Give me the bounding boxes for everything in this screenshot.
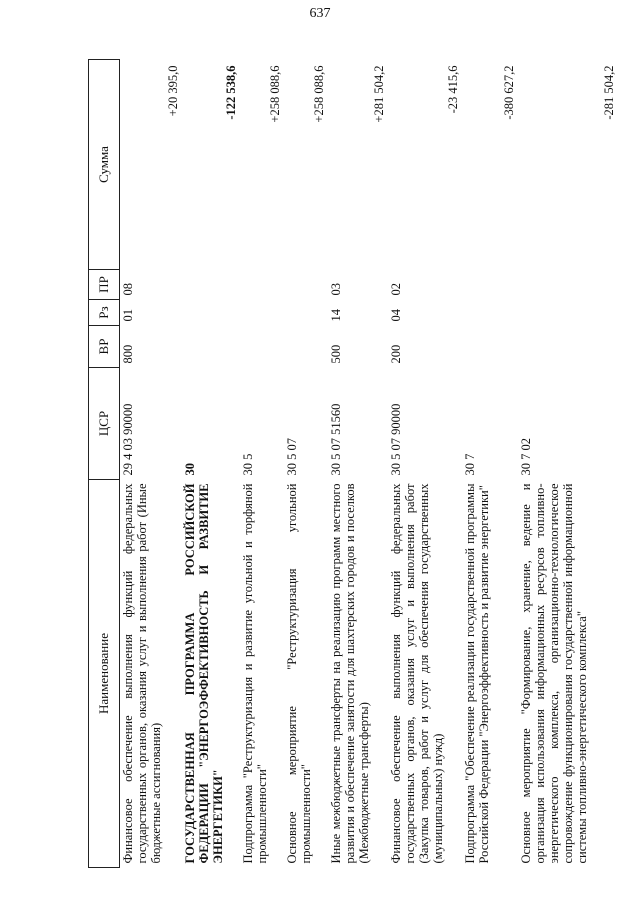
row-pr [240, 270, 284, 300]
row-csr: 30 5 07 90000 [388, 403, 403, 476]
table-row [240, 60, 284, 868]
row-sum: -281 504,2 [601, 65, 616, 120]
row-sum: -23 415,6 [445, 65, 460, 114]
table-row [120, 60, 182, 868]
row-vr [462, 326, 518, 368]
row-name: Подпрограмма "Реструктуризация и развитие угольной и торфяной промышленности" [240, 483, 269, 864]
row-pr: 08 [121, 283, 135, 296]
row-vr: 500 [328, 344, 343, 364]
table-row [284, 60, 328, 868]
row-csr: 30 [182, 463, 197, 476]
header-sum: Сумма [89, 60, 120, 270]
row-csr: 30 5 07 51560 [328, 403, 343, 476]
row-pr [462, 270, 518, 300]
row-rz [284, 300, 328, 326]
row-pr [182, 270, 240, 300]
table-row [388, 60, 462, 868]
row-sum: -380 627,2 [501, 65, 516, 120]
table-row [518, 60, 618, 868]
row-rz: 04 [388, 309, 403, 322]
row-rz: 14 [328, 309, 343, 322]
header-pr: ПР [89, 270, 120, 300]
row-vr [240, 326, 284, 368]
row-rz [240, 300, 284, 326]
row-name: Финансовое обеспечение выполнения функций федеральных государственных органов, оказания услуг и выполнения работ (Иные бюджетные ассигнования) [121, 483, 163, 864]
row-sum: +20 395,0 [165, 65, 180, 117]
page-number: 637 [309, 6, 331, 21]
row-sum: -122 538,6 [223, 65, 238, 120]
row-name: Подпрограмма "Обеспечение реализации государственной программы Российской Федерации "Энергоэффективность и развитие энергетики" [462, 483, 491, 864]
budget-table [88, 59, 618, 868]
row-name: Финансовое обеспечение выполнения функций федеральных государственных органов, оказания услуг и выполнения работ (Закупка товаров, работ и услуг для обеспечения государственных (муниципальных) нужд) [388, 483, 445, 864]
row-pr: 03 [328, 283, 343, 296]
row-sum: +281 504,2 [371, 65, 386, 123]
row-vr [182, 326, 240, 368]
table-row [182, 60, 240, 868]
header-csr: ЦСР [89, 368, 120, 480]
row-vr: 800 [121, 344, 135, 364]
header-name: Наименование [89, 480, 120, 868]
row-sum: +258 088,6 [311, 65, 326, 123]
row-pr [284, 270, 328, 300]
row-csr: 30 7 [462, 453, 477, 476]
row-rz [182, 300, 240, 326]
row-sum: +258 088,6 [267, 65, 282, 123]
row-name: ГОСУДАРСТВЕННАЯ ПРОГРАММА РОССИЙСКОЙ ФЕДЕРАЦИИ "ЭНЕРГОЭФФЕКТИВНОСТЬ И РАЗВИТИЕ ЭНЕРГЕТИКИ" [182, 483, 225, 864]
header-vr: ВР [89, 326, 120, 368]
row-pr [518, 270, 618, 300]
row-csr: 30 7 02 [518, 438, 533, 476]
table-row [462, 60, 518, 868]
row-csr: 30 5 07 [284, 438, 299, 476]
row-vr: 200 [388, 344, 403, 364]
row-csr: 29 4 03 90000 [121, 403, 135, 476]
table-row [328, 60, 388, 868]
row-name: Основное мероприятие "Формирование, хранение, ведение и организация использования информационных ресурсов топливно-энергетического комплекса, организационно-технологическое сопровождение функционирования государственной информационной системы топливно-энергетического комплекса" [518, 483, 589, 864]
row-csr: 30 5 [240, 453, 255, 476]
row-pr: 02 [388, 283, 403, 296]
row-rz [518, 300, 618, 326]
table-header-row [89, 60, 120, 868]
rotated-page [88, 60, 616, 868]
row-vr [518, 326, 618, 368]
row-name: Иные межбюджетные трансферты на реализацию программ местного развития и обеспечение занятости для шахтерских городов и поселков (Межбюджетные трансферты) [328, 483, 371, 864]
row-name: Основное мероприятие "Реструктуризация угольной промышленности" [284, 483, 313, 864]
row-vr [284, 326, 328, 368]
header-rz: Рз [89, 300, 120, 326]
row-rz [462, 300, 518, 326]
row-rz: 01 [121, 309, 135, 322]
